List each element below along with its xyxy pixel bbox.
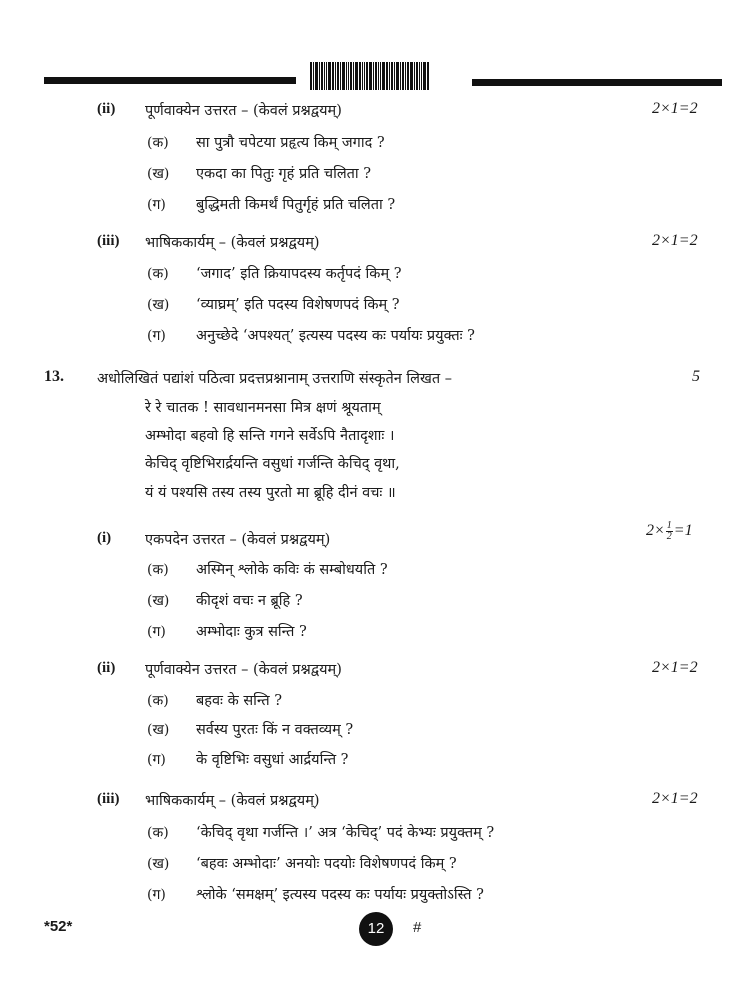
subquestion-number: (iii) [97, 233, 120, 249]
item-label: (क) [147, 825, 169, 841]
item-label: (ग) [147, 328, 166, 344]
item-label: (क) [147, 562, 169, 578]
marks: 2×1=2 [652, 232, 698, 249]
item-label: (क) [147, 693, 169, 709]
marks: 2×1=2 [652, 100, 698, 117]
paper-code: *52* [44, 918, 73, 935]
barcode [310, 62, 458, 90]
item-text: के वृष्टिभिः वसुधां आर्द्रयन्ति ? [196, 752, 349, 768]
item-text: अम्भोदाः कुत्र सन्ति ? [196, 624, 307, 640]
item-label: (क) [147, 135, 169, 151]
marks: 2×1=2 [652, 790, 698, 807]
item-text: एकदा का पितुः गृहं प्रति चलिता ? [196, 166, 372, 182]
subquestion-title: पूर्णवाक्येन उत्तरत – (केवलं प्रश्नद्वयम्) [145, 103, 342, 119]
verse-line: केचिद् वृष्टिभिरार्द्रयन्ति वसुधां गर्जन्ति केचिद् वृथा, [145, 456, 400, 472]
item-text: बहवः के सन्ति ? [196, 693, 282, 709]
subquestion-title: भाषिककार्यम् – (केवलं प्रश्नद्वयम्) [145, 235, 320, 251]
subquestion-number: (ii) [97, 660, 116, 676]
subquestion-number: (iii) [97, 791, 120, 807]
item-text: ‘व्याघ्रम्’ इति पदस्य विशेषणपदं किम् ? [196, 297, 400, 313]
item-text: सर्वस्य पुरतः किं न वक्तव्यम् ? [196, 722, 354, 738]
page-number: 12 [359, 912, 393, 946]
header-rule-left [44, 77, 296, 84]
item-label: (ख) [147, 297, 170, 313]
item-label: (ख) [147, 722, 170, 738]
marks: 2×1=2 [652, 659, 698, 676]
item-text: ‘केचिद् वृथा गर्जन्ति ।’ अत्र ‘केचिद्’ पदं केभ्यः प्रयुक्तम् ? [196, 825, 495, 841]
subquestion-number: (i) [97, 530, 112, 546]
item-label: (ख) [147, 166, 170, 182]
item-label: (ग) [147, 197, 166, 213]
question-title: अधोलिखितं पद्यांशं पठित्वा प्रदत्तप्रश्नानाम् उत्तराणि संस्कृतेन लिखत – [97, 371, 452, 387]
marks-fraction: 2× $\frac{1}{2}$ =1 [646, 520, 693, 542]
verse-line: अम्भोदा बहवो हि सन्ति गगने सर्वेऽपि नैतादृशाः । [145, 428, 395, 444]
item-text: श्लोके ‘समक्षम्’ इत्यस्य पदस्य कः पर्यायः प्रयुक्तोऽस्ति ? [196, 887, 484, 903]
verse-line: यं यं पश्यसि तस्य तस्य पुरतो मा ब्रूहि दीनं वचः ॥ [145, 485, 396, 501]
item-text: ‘जगाद’ इति क्रियापदस्य कर्तृपदं किम् ? [196, 266, 402, 282]
hash-mark: # [413, 919, 422, 936]
item-text: सा पुत्रौ चपेटया प्रहृत्य किम् जगाद ? [196, 135, 385, 151]
item-text: ‘बहवः अम्भोदाः’ अनयोः पदयोः विशेषणपदं किम् ? [196, 856, 457, 872]
header-rule-right [472, 79, 722, 86]
question-number: 13. [44, 368, 64, 385]
item-label: (ख) [147, 593, 170, 609]
item-text: बुद्धिमती किमर्थं पितुर्गृहं प्रति चलिता ? [196, 197, 396, 213]
subquestion-number: (ii) [97, 101, 116, 117]
item-text: अस्मिन् श्लोके कविः कं सम्बोधयति ? [196, 562, 388, 578]
item-text: अनुच्छेदे ‘अपश्यत्’ इत्यस्य पदस्य कः पर्यायः प्रयुक्तः ? [196, 328, 475, 344]
verse-line: रे रे चातक ! सावधानमनसा मित्र क्षणं श्रूयताम् [145, 400, 381, 416]
item-label: (ख) [147, 856, 170, 872]
item-label: (ग) [147, 887, 166, 903]
subquestion-title: भाषिककार्यम् – (केवलं प्रश्नद्वयम्) [145, 793, 320, 809]
item-label: (क) [147, 266, 169, 282]
marks: 5 [692, 368, 700, 385]
item-text: कीदृशं वचः न ब्रूहि ? [196, 593, 303, 609]
subquestion-title: एकपदेन उत्तरत – (केवलं प्रश्नद्वयम्) [145, 532, 331, 548]
subquestion-title: पूर्णवाक्येन उत्तरत – (केवलं प्रश्नद्वयम्) [145, 662, 342, 678]
item-label: (ग) [147, 624, 166, 640]
item-label: (ग) [147, 752, 166, 768]
